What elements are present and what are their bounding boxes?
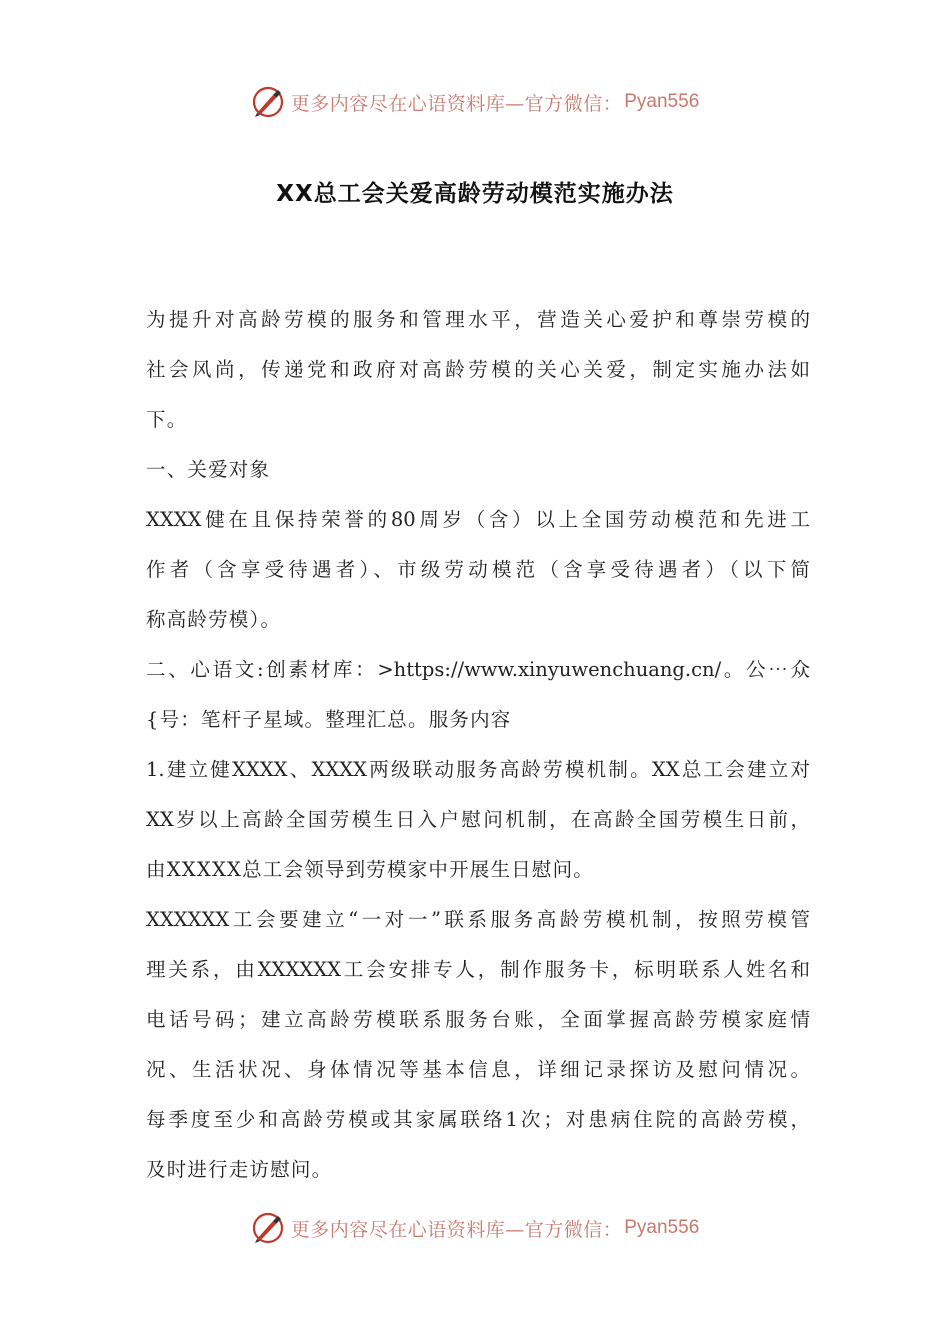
pen-logo-icon xyxy=(251,85,285,119)
text-line: 理关系，由XXXXXX工会安排专人，制作服务卡，标明联系人姓名和 xyxy=(146,958,810,981)
text-line: {号：笔杆子星域。整理汇总。服务内容 xyxy=(146,708,512,731)
section-heading: 一、关爱对象 xyxy=(146,458,271,481)
pen-logo-icon xyxy=(251,1211,285,1245)
text-line: 况、生活状况、身体情况等基本信息，详细记录探访及慰问情况。 xyxy=(146,1058,810,1081)
text-line: 为提升对高龄劳模的服务和管理水平，营造关心爱护和尊崇劳模的 xyxy=(146,308,810,331)
text-line: 下。 xyxy=(146,408,188,431)
header-banner xyxy=(0,82,950,122)
text-line: 及时进行走访慰问。 xyxy=(146,1158,333,1181)
text-line: 称高龄劳模）。 xyxy=(146,608,282,631)
footer-banner-wechat-id: Pyan556 xyxy=(624,1217,700,1238)
header-banner-text: 更多内容尽在心语资料库—官方微信： xyxy=(290,92,623,115)
text-line: XXXX健在且保持荣誉的80周岁（含）以上全国劳动模范和先进工 xyxy=(146,508,810,531)
text-line: XX岁以上高龄全国劳模生日入户慰问机制，在高龄全国劳模生日前， xyxy=(146,808,810,831)
text-line: 作者（含享受待遇者）、市级劳动模范（含享受待遇者）（以下简 xyxy=(146,558,810,581)
text-line: 二、心语文:创素材库：>https://www.xinyuwenchuang.cn/。公⋯众 xyxy=(146,658,810,681)
footer-banner xyxy=(0,1208,950,1248)
document-body xyxy=(146,295,810,1195)
text-line: 1.建立健XXXX、XXXX两级联动服务高龄劳模机制。XX总工会建立对 xyxy=(146,758,810,781)
text-line: XXXXXX工会要建立“一对一”联系服务高龄劳模机制，按照劳模管 xyxy=(146,908,810,931)
header-banner-wechat-id: Pyan556 xyxy=(624,91,700,112)
text-line: 电话号码；建立高龄劳模联系服务台账，全面掌握高龄劳模家庭情 xyxy=(146,1008,810,1031)
document-title: XX总工会关爱高龄劳动模范实施办法 xyxy=(276,181,674,207)
text-line: 由XXXXX总工会领导到劳模家中开展生日慰问。 xyxy=(146,858,595,881)
text-line: 社会风尚，传递党和政府对高龄劳模的关心关爱，制定实施办法如 xyxy=(146,358,810,381)
footer-banner-text: 更多内容尽在心语资料库—官方微信： xyxy=(290,1218,623,1241)
text-line: 每季度至少和高龄劳模或其家属联络1次；对患病住院的高龄劳模， xyxy=(146,1108,810,1131)
